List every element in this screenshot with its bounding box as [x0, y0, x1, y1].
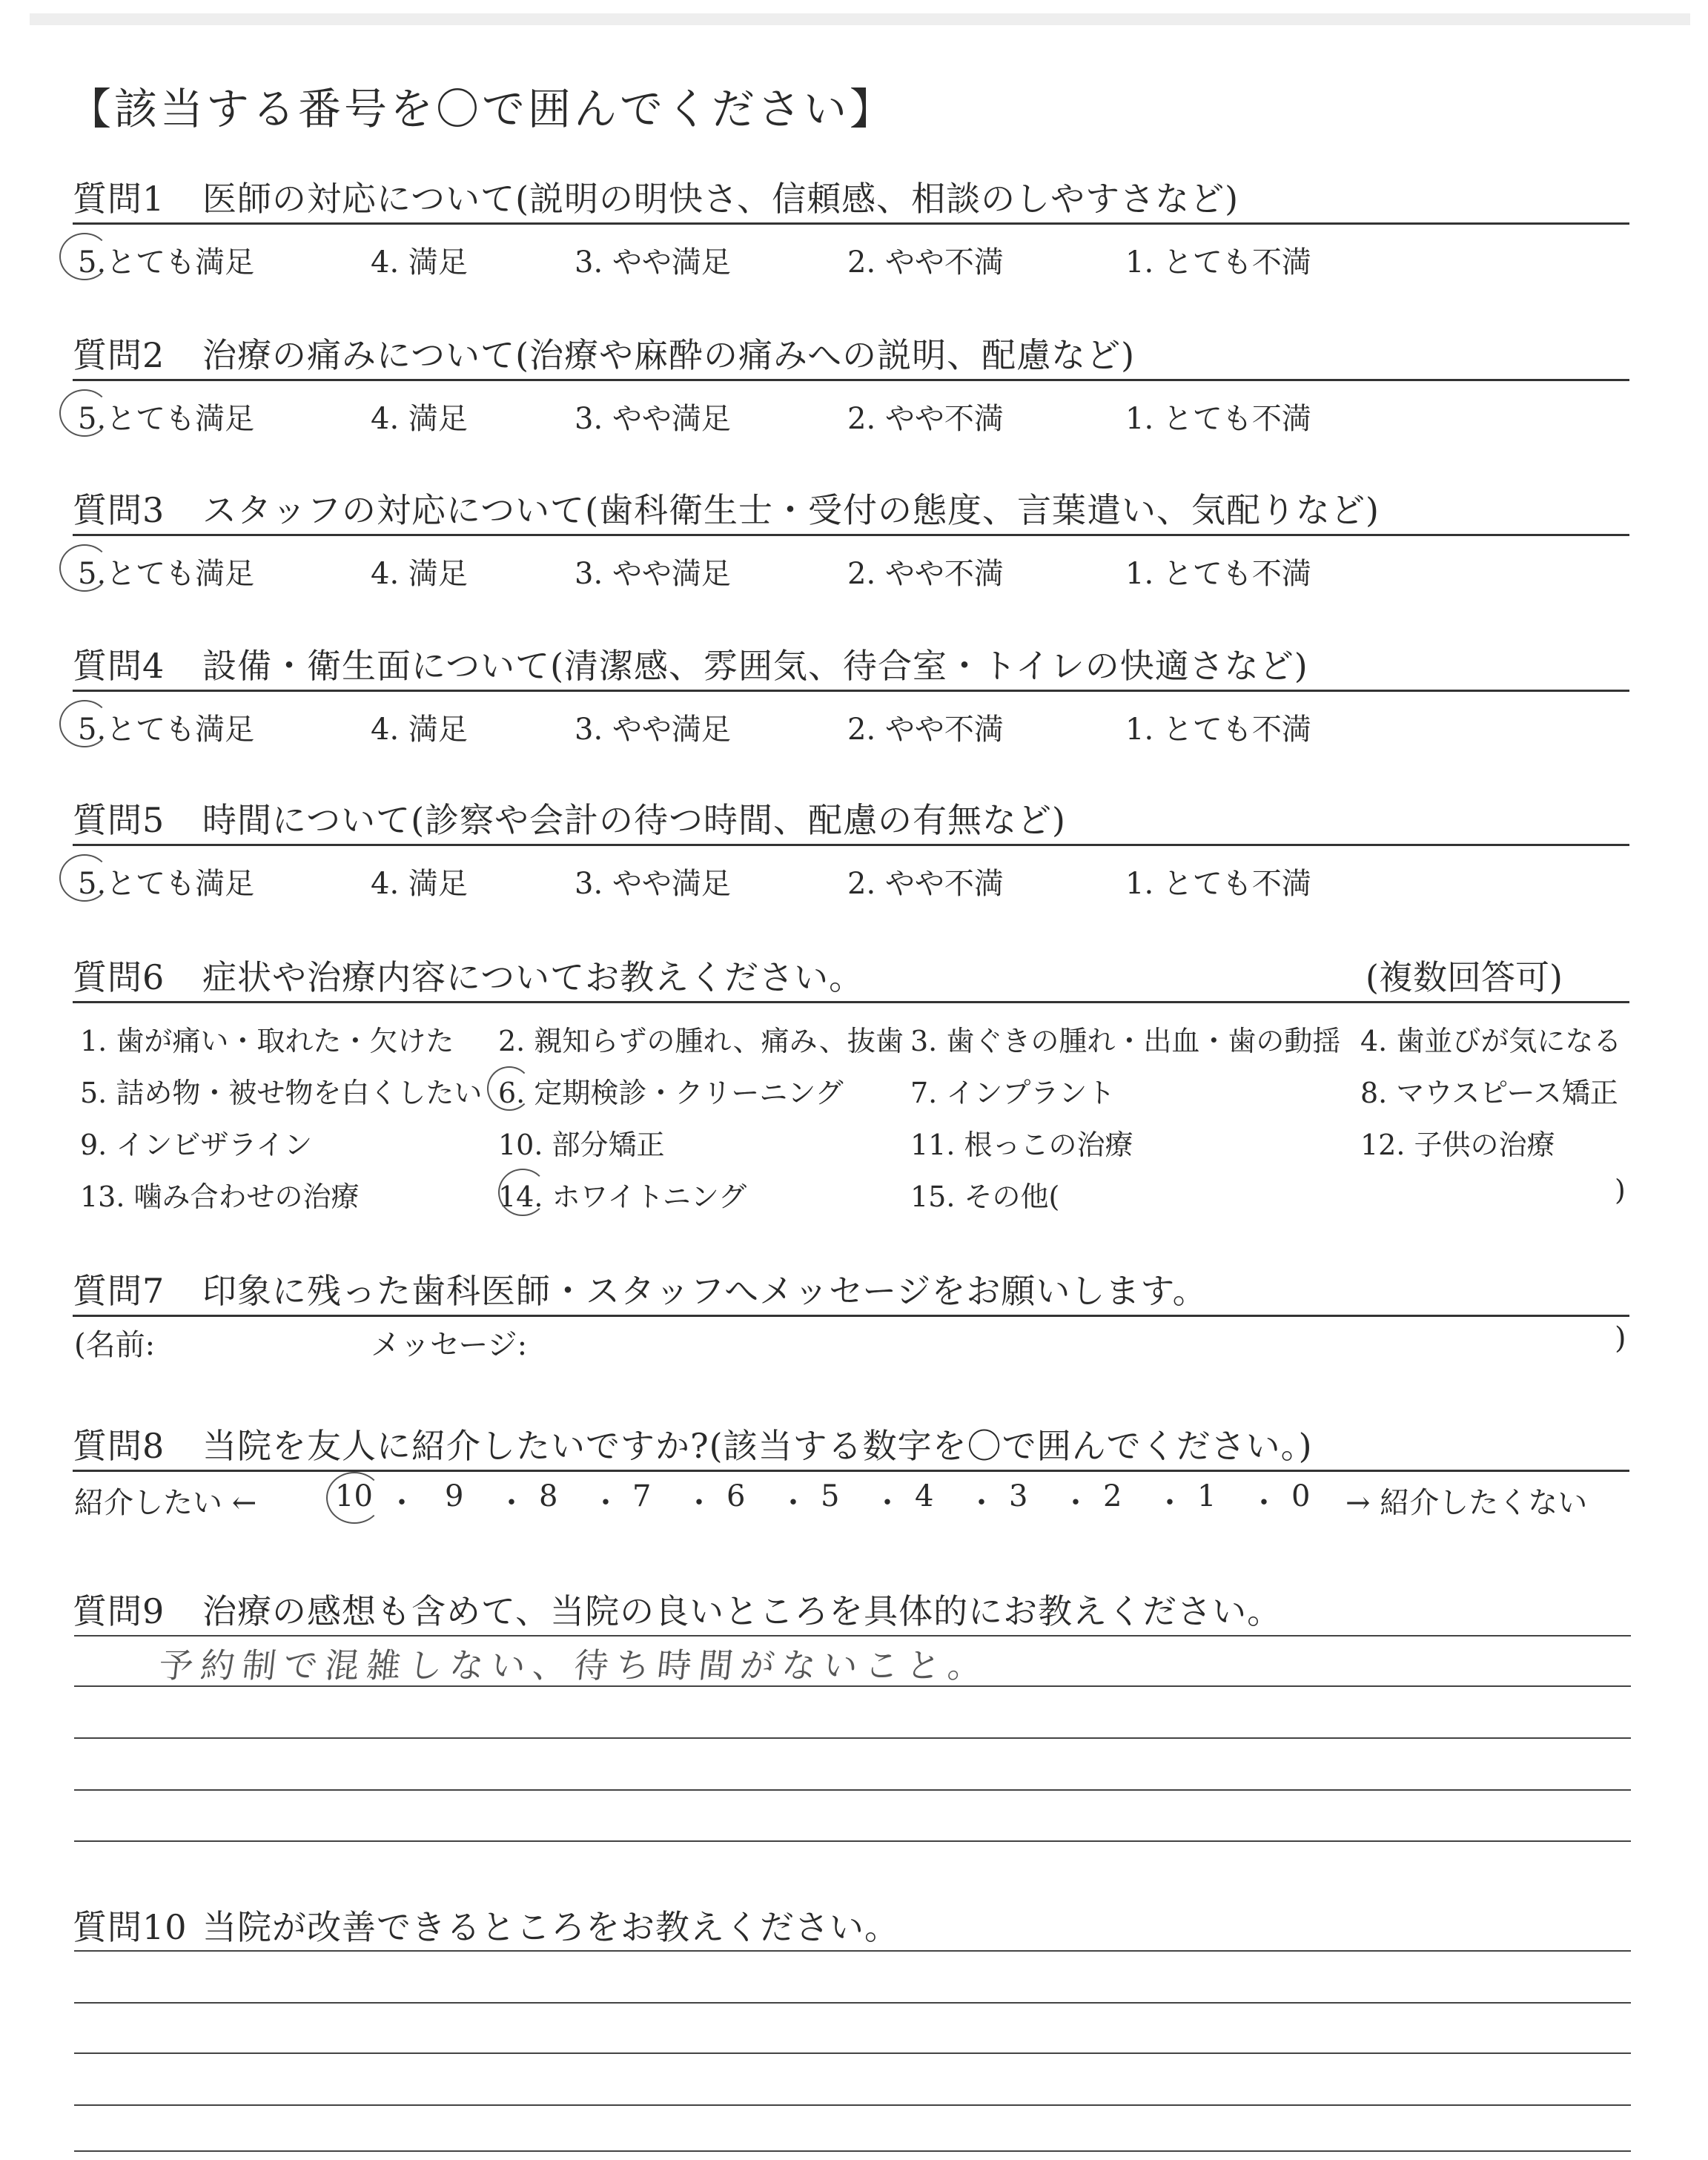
selection-circle — [59, 233, 110, 280]
question-underline — [73, 1001, 1629, 1003]
name-field-label[interactable]: (名前: — [74, 1328, 156, 1362]
treatment-option[interactable]: 15. その他( — [910, 1180, 1060, 1213]
recommend-score[interactable]: 6 — [726, 1479, 746, 1513]
question-number: 質問9 — [73, 1591, 165, 1631]
question-number: 質問3 — [73, 490, 165, 530]
recommend-score[interactable]: 10 — [335, 1479, 373, 1513]
score-separator: ・ — [967, 1486, 996, 1520]
recommend-score[interactable]: 1 — [1197, 1479, 1217, 1513]
rating-option[interactable]: 4. 満足 — [371, 557, 468, 591]
rating-option[interactable]: 5.とても満足 — [78, 713, 255, 747]
writing-line — [74, 2002, 1631, 2004]
treatment-option[interactable]: 4. 歯並びが気になる — [1360, 1025, 1622, 1057]
question-text: 症状や治療内容についてお教えください。 — [202, 957, 864, 997]
recommend-right-label: → 紹介したくない — [1345, 1486, 1588, 1520]
question-text: 時間について(診察や会計の待つ時間、配慮の有無など) — [202, 800, 1066, 840]
rating-option[interactable]: 1. とても不満 — [1125, 557, 1311, 591]
treatment-option[interactable]: 14. ホワイトニング — [498, 1180, 747, 1213]
score-separator: ・ — [1155, 1486, 1185, 1520]
rating-option[interactable]: 1. とても不満 — [1125, 867, 1311, 901]
selection-circle — [326, 1472, 383, 1524]
question-text: 医師の対応について(説明の明快さ、信頼感、相談のしやすさなど) — [202, 179, 1239, 219]
question-title — [73, 639, 1308, 688]
selection-circle — [59, 854, 110, 902]
writing-line — [74, 1737, 1631, 1739]
rating-option[interactable]: 1. とても不満 — [1125, 402, 1311, 436]
page-title: 【該当する番号を〇で囲んでください】 — [68, 84, 896, 134]
question-number: 質問8 — [73, 1426, 165, 1466]
question-text: 設備・衛生面について(清潔感、雰囲気、待合室・トイレの快適さなど) — [202, 646, 1308, 686]
question-text: 治療の痛みについて(治療や麻酔の痛みへの説明、配慮など) — [202, 335, 1136, 375]
question-number: 質問1 — [73, 179, 165, 219]
selection-circle — [487, 1066, 532, 1111]
recommend-score[interactable]: 3 — [1009, 1479, 1028, 1513]
other-close-paren: ) — [1615, 1174, 1626, 1206]
score-separator: ・ — [497, 1486, 526, 1520]
question-underline — [73, 844, 1629, 846]
question-underline — [73, 1315, 1629, 1317]
question-text: 当院が改善できるところをお教えください。 — [202, 1907, 899, 1947]
treatment-option[interactable]: 12. 子供の治療 — [1360, 1129, 1555, 1161]
treatment-option[interactable]: 11. 根っこの治療 — [910, 1129, 1133, 1161]
message-field-label[interactable]: メッセージ: — [371, 1328, 528, 1362]
scan-top-edge — [30, 13, 1690, 25]
question-number: 質問5 — [73, 800, 165, 840]
question-number: 質問10 — [73, 1907, 188, 1947]
recommend-score[interactable]: 9 — [445, 1479, 464, 1513]
score-separator: ・ — [873, 1486, 902, 1520]
rating-option[interactable]: 5.とても満足 — [78, 402, 255, 436]
treatment-option[interactable]: 13. 噛み合わせの治療 — [80, 1180, 360, 1213]
score-separator: ・ — [387, 1486, 417, 1520]
selection-circle — [498, 1169, 547, 1216]
score-separator: ・ — [1249, 1486, 1279, 1520]
rating-option[interactable]: 5.とても満足 — [78, 245, 255, 280]
writing-line — [74, 2052, 1631, 2054]
treatment-option[interactable]: 3. 歯ぐきの腫れ・出血・歯の動揺 — [910, 1025, 1341, 1057]
question-underline — [73, 1470, 1629, 1472]
question-title — [73, 328, 1135, 377]
handwritten-answer[interactable]: 予約制で混雑しない、待ち時間がないこと。 — [156, 1645, 992, 1685]
rating-option[interactable]: 3. やや満足 — [575, 402, 731, 436]
score-separator: ・ — [591, 1486, 620, 1520]
rating-option[interactable]: 3. やや満足 — [575, 867, 731, 901]
rating-option[interactable]: 2. やや不満 — [847, 713, 1004, 747]
question-text: スタッフの対応について(歯科衛生士・受付の態度、言葉遣い、気配りなど) — [202, 490, 1380, 530]
question-title — [73, 1585, 1282, 1634]
rating-option[interactable]: 2. やや不満 — [847, 557, 1004, 591]
recommend-score[interactable]: 8 — [539, 1479, 558, 1513]
rating-option[interactable]: 5.とても満足 — [78, 557, 255, 591]
rating-option[interactable]: 5.とても満足 — [78, 867, 255, 901]
rating-option[interactable]: 1. とても不満 — [1125, 713, 1311, 747]
writing-line — [74, 1789, 1631, 1791]
question-title — [73, 1900, 899, 1949]
multiple-answers-note: (複数回答可) — [1366, 957, 1563, 997]
recommend-score[interactable]: 0 — [1291, 1479, 1311, 1513]
treatment-option[interactable]: 9. インビザライン — [80, 1129, 313, 1161]
rating-option[interactable]: 3. やや満足 — [575, 557, 731, 591]
rating-option[interactable]: 4. 満足 — [371, 867, 468, 901]
selection-circle — [59, 544, 110, 592]
question-title — [73, 1419, 1313, 1468]
recommend-score[interactable]: 2 — [1103, 1479, 1122, 1513]
treatment-option[interactable]: 1. 歯が痛い・取れた・欠けた — [80, 1025, 454, 1057]
writing-line — [74, 1635, 1631, 1636]
treatment-option[interactable]: 6. 定期検診・クリーニング — [498, 1077, 844, 1109]
treatment-option[interactable]: 5. 詰め物・被せ物を白くしたい — [80, 1077, 483, 1109]
rating-option[interactable]: 4. 満足 — [371, 713, 468, 747]
question-number: 質問4 — [73, 646, 165, 686]
question-underline — [73, 379, 1629, 381]
field-close-paren: ) — [1615, 1321, 1626, 1355]
question-title — [73, 483, 1380, 532]
writing-line — [74, 2150, 1631, 2152]
selection-circle — [59, 389, 110, 437]
question-title — [73, 793, 1066, 842]
question-number: 質問7 — [73, 1271, 165, 1311]
score-separator: ・ — [684, 1486, 714, 1520]
recommend-left-label: 紹介したい ← — [74, 1486, 257, 1520]
question-number: 質問2 — [73, 335, 165, 375]
question-text: 治療の感想も含めて、当院の良いところを具体的にお教えください。 — [202, 1591, 1282, 1631]
score-separator: ・ — [778, 1486, 808, 1520]
question-title — [73, 172, 1239, 221]
question-text: 印象に残った歯科医師・スタッフへメッセージをお願いします。 — [202, 1271, 1208, 1311]
rating-option[interactable]: 1. とても不満 — [1125, 245, 1311, 280]
rating-option[interactable]: 3. やや満足 — [575, 713, 731, 747]
question-underline — [73, 534, 1629, 536]
rating-option[interactable]: 4. 満足 — [371, 402, 468, 436]
question-underline — [73, 222, 1629, 225]
score-separator: ・ — [1061, 1486, 1090, 1520]
question-text: 当院を友人に紹介したいですか?(該当する数字を〇で囲んでください。) — [202, 1426, 1313, 1466]
treatment-option[interactable]: 2. 親知らずの腫れ、痛み、抜歯 — [498, 1025, 904, 1057]
rating-option[interactable]: 3. やや満足 — [575, 245, 731, 280]
writing-line — [74, 1840, 1631, 1842]
question-number: 質問6 — [73, 957, 165, 997]
treatment-option[interactable]: 7. インプラント — [910, 1077, 1116, 1109]
recommend-score[interactable]: 7 — [632, 1479, 652, 1513]
recommend-score[interactable]: 5 — [821, 1479, 840, 1513]
treatment-option[interactable]: 8. マウスピース矯正 — [1360, 1077, 1618, 1109]
question-title — [73, 1264, 1208, 1313]
treatment-option[interactable]: 10. 部分矯正 — [498, 1129, 665, 1161]
rating-option[interactable]: 2. やや不満 — [847, 402, 1004, 436]
selection-circle — [59, 700, 110, 747]
writing-line — [74, 1950, 1631, 1952]
rating-option[interactable]: 2. やや不満 — [847, 867, 1004, 901]
recommend-score[interactable]: 4 — [915, 1479, 934, 1513]
rating-option[interactable]: 2. やや不満 — [847, 245, 1004, 280]
rating-option[interactable]: 4. 満足 — [371, 245, 468, 280]
question-underline — [73, 690, 1629, 692]
writing-line — [74, 2104, 1631, 2106]
question-title — [73, 951, 864, 1000]
